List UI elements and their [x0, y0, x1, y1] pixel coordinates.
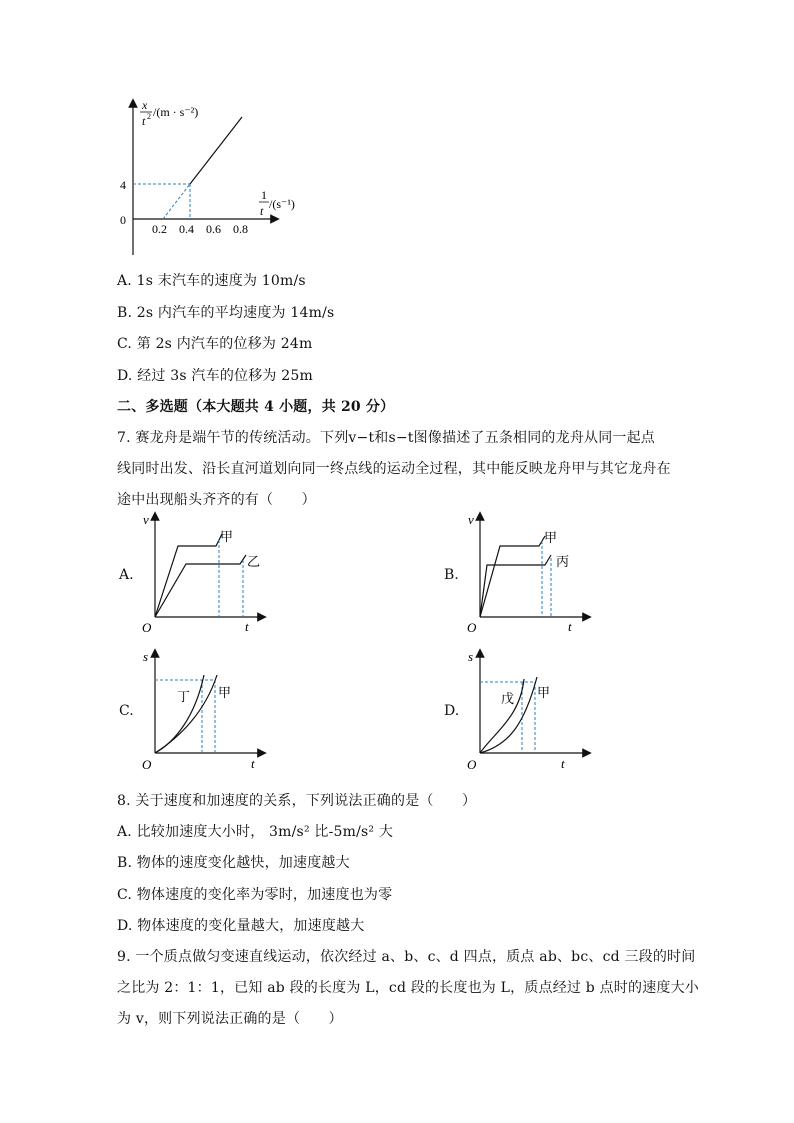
q7-graph-a	[140, 510, 270, 635]
q8-stem: 8. 关于速度和加速度的关系，下列说法正确的是（ ）	[117, 793, 477, 809]
q9-stem-line2: 之比为 2：1：1，已知 ab 段的长度为 L，cd 段的长度也为 L，质点经过 b 点时的速度大小	[117, 980, 699, 996]
dashed-extension	[163, 184, 190, 219]
axis-v: v	[468, 512, 474, 527]
x-axis-label-num: 1	[261, 188, 267, 202]
label-jia: 甲	[220, 529, 234, 544]
origin-zero: 0	[120, 213, 126, 227]
q7-option-c-label[interactable]: C.	[119, 703, 134, 719]
q9-stem-line1: 9. 一个质点做匀变速直线运动，依次经过 a、b、c、d 四点，质点 ab、bc、cd 三段的时间	[117, 949, 696, 965]
q7-graph-d	[465, 647, 595, 772]
curve-jia	[155, 534, 222, 617]
q6-option-c[interactable]: C. 第 2s 内汽车的位移为 24m	[117, 336, 313, 352]
label-jia: 甲	[537, 685, 551, 700]
y-axis-unit: /(m · s⁻²)	[153, 105, 199, 119]
axis-s: s	[468, 649, 474, 664]
q7-stem-line1: 7. 赛龙舟是端午节的传统活动。下列v−t和s−t图像描述了五条相同的龙舟从同一起点	[117, 430, 656, 446]
q7-graph-c	[140, 647, 270, 772]
q6-option-a[interactable]: A. 1s 末汽车的速度为 10m/s	[117, 273, 306, 289]
q6-option-d[interactable]: D. 经过 3s 汽车的位移为 25m	[117, 368, 313, 384]
x-tick-0.2: 0.2	[152, 222, 167, 236]
q7-stem-line3: 途中出现船头齐齐的有（ ）	[117, 492, 316, 508]
label-jia: 甲	[218, 685, 232, 700]
q7-graph-b	[465, 510, 595, 635]
x-tick-0.6: 0.6	[206, 222, 221, 236]
q8-option-d[interactable]: D. 物体速度的变化量越大，加速度越大	[117, 918, 365, 934]
label-bing: 丙	[556, 554, 570, 569]
y-axis-label-num: x	[142, 98, 148, 112]
x-axis-label-den: t	[260, 204, 264, 218]
q7-option-b-label[interactable]: B.	[444, 567, 459, 583]
axis-t: t	[568, 619, 572, 634]
axis-t: t	[251, 756, 255, 771]
origin-o: O	[142, 757, 152, 772]
q8-option-b[interactable]: B. 物体的速度变化越快，加速度越大	[117, 855, 350, 871]
q8-option-c[interactable]: C. 物体速度的变化率为零时，加速度也为零	[117, 887, 393, 903]
origin-o: O	[467, 757, 477, 772]
axis-v: v	[143, 512, 149, 527]
q8-option-a[interactable]: A. 比较加速度大小时， 3m/s² 比-5m/s² 大	[117, 824, 394, 840]
y-axis-label-den-sup: 2	[147, 112, 151, 121]
curve-jia	[155, 675, 217, 753]
axis-t: t	[245, 619, 249, 634]
curve-jia	[480, 536, 545, 617]
q7-option-d-label[interactable]: D.	[444, 703, 460, 719]
label-ding: 丁	[177, 689, 191, 704]
y-tick-4: 4	[120, 178, 126, 192]
x-axis-unit: /(s⁻¹)	[269, 197, 295, 211]
curve-yi	[155, 555, 246, 617]
q6-graph	[115, 95, 315, 260]
data-line	[190, 117, 242, 184]
label-yi: 乙	[247, 554, 261, 569]
x-tick-0.4: 0.4	[179, 222, 194, 236]
section-title: 二、多选题（本大题共 4 小题，共 20 分）	[117, 399, 395, 415]
q6-option-b[interactable]: B. 2s 内汽车的平均速度为 14m/s	[117, 305, 335, 321]
axis-t: t	[561, 756, 565, 771]
label-wu: 戊	[501, 691, 515, 706]
x-tick-0.8: 0.8	[233, 222, 248, 236]
label-jia: 甲	[544, 530, 558, 545]
y-axis-label-den: t	[142, 114, 146, 128]
origin-o: O	[142, 620, 152, 635]
q7-option-a-label[interactable]: A.	[119, 567, 134, 583]
origin-o: O	[467, 620, 477, 635]
q9-stem-line3: 为 v，则下列说法正确的是（ ）	[117, 1011, 343, 1027]
curve-bing	[480, 555, 551, 617]
axis-s: s	[143, 649, 149, 664]
q7-stem-line2: 线同时出发、沿长直河道划向同一终点线的运动全过程，其中能反映龙舟甲与其它龙舟在	[117, 461, 671, 477]
